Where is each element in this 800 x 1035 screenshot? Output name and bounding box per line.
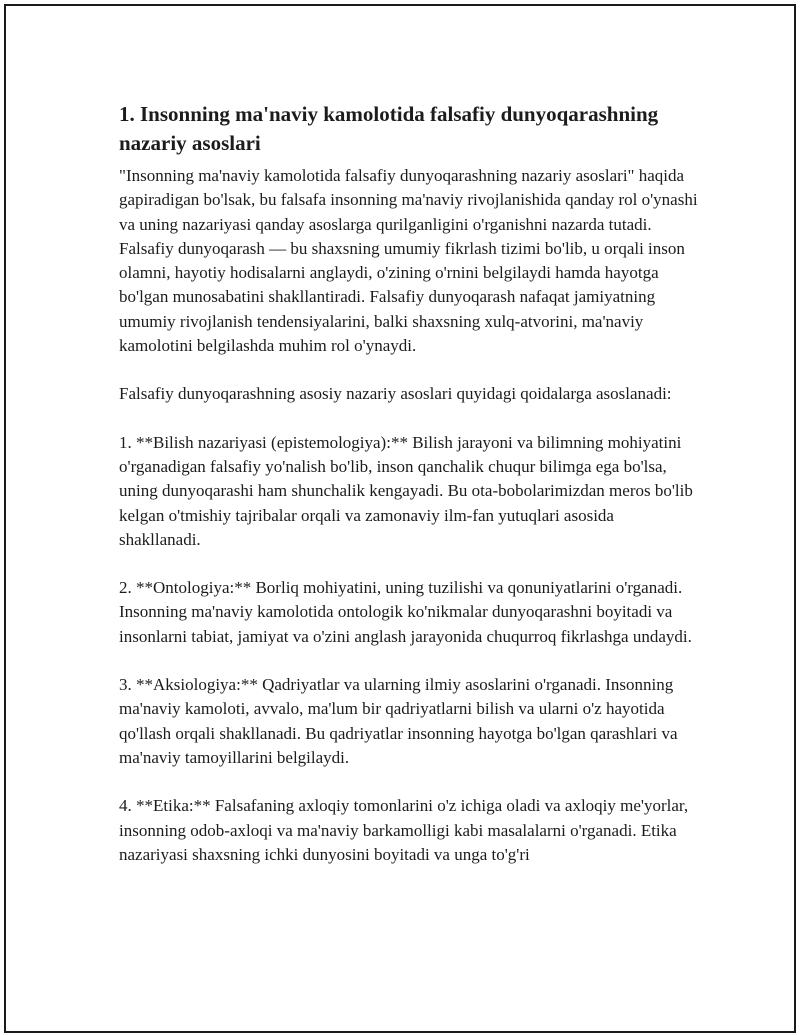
document-body [119,100,702,891]
paragraph-axiology: 3. **Aksiologiya:** Qadriyatlar va ularning ilmiy asoslarini o'rganadi. Insonning ma'naviy kamoloti, avvalo, ma'lum bir qadriyatlarni bilish va ularni o'z hayotida qo'llash orqali shakllanadi. Bu qadriyatlar insonning hayotga bo'lgan qarashlari va ma'naviy tamoyillarini belgilaydi. [119,675,682,767]
paragraph-ethics: 4. **Etika:** Falsafaning axloqiy tomonlarini o'z ichiga oladi va axloqiy me'yorlar, insonning odob-axloqi va ma'naviy barkamolligi kabi masalalarni o'rganadi. Etika nazariyasi shaxsning ichki dunyosini boyitadi va unga to'g'ri [119,796,693,864]
paragraph-ontology: 2. **Ontologiya:** Borliq mohiyatini, uning tuzilishi va qonuniyatlarini o'rganadi. Insonning ma'naviy kamolotida ontologik ko'nikmalar dunyoqarashni boyitadi va insonlarni tabiat, jamiyat va o'zini anglash jarayonida chuqurroq fikrlashga undaydi. [119,578,692,646]
document-title: 1. Insonning ma'naviy kamolotida falsafiy dunyoqarashning nazariy asoslari [119,102,659,155]
paragraph-foundations-lead: Falsafiy dunyoqarashning asosiy nazariy asoslari quyidagi qoidalarga asoslanadi: [119,384,672,404]
document-page [4,4,796,1033]
paragraph-intro: "Insonning ma'naviy kamolotida falsafiy dunyoqarashning nazariy asoslari" haqida gapiradigan bo'lsak, bu falsafa insonning ma'naviy rivojlanishida qanday rol o'ynashi va uning nazariyasi qanday asoslarga qurilganligini o'rganishni nazarda tutadi. Falsafiy dunyoqarash — bu shaxsning umumiy fikrlash tizimi bo'lib, u orqali inson olamni, hayotiy hodisalarni anglaydi, o'zining o'rnini belgilaydi hamda hayotga bo'lgan munosabatini shakllantiradi. Falsafiy dunyoqarash nafaqat jamiyatning umumiy rivojlanish tendensiyalarini, balki shaxsning xulq-atvorini, ma'naviy kamolotini belgilashda muhim rol o'ynaydi. [119,166,702,356]
paragraph-epistemology: 1. **Bilish nazariyasi (epistemologiya):** Bilish jarayoni va bilimning mohiyatini o'rganadigan falsafiy yo'nalish bo'lib, inson qanchalik chuqur bilimga ega bo'lsa, uning dunyoqarashi ham shunchalik kengayadi. Bu ota-bobolarimizdan meros bo'lib kelgan o'tmishiy tajribalar orqali va zamonaviy ilm-fan yutuqlari asosida shakllanadi. [119,432,698,549]
